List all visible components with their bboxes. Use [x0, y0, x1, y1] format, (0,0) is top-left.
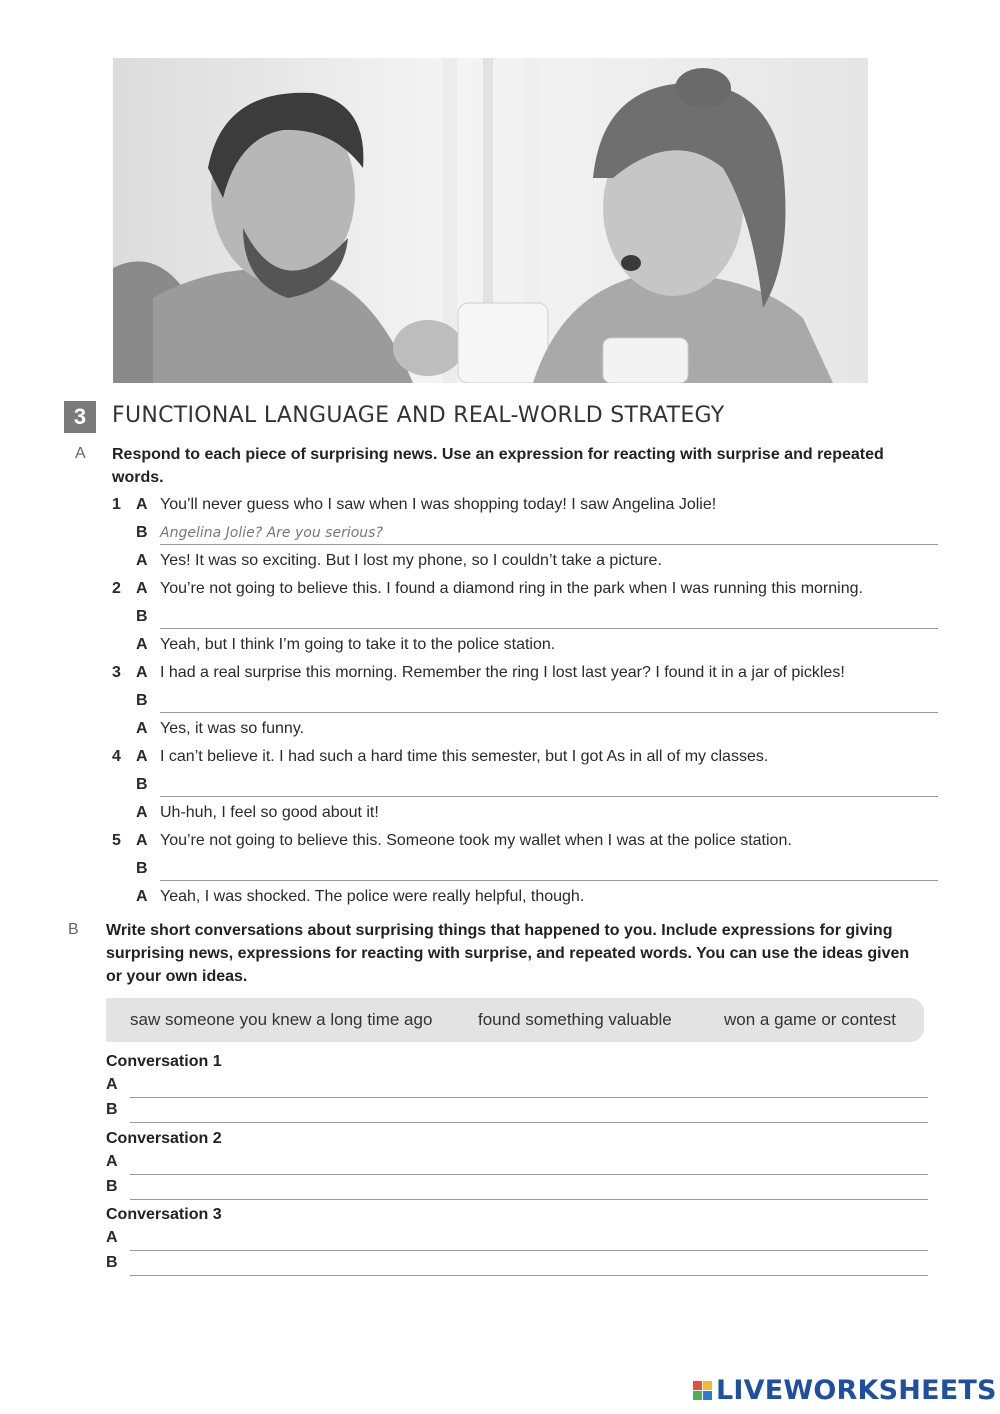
item-number: 4: [112, 748, 121, 765]
item-1-answer-field[interactable]: [160, 521, 938, 545]
conversation-2-a-field[interactable]: [106, 1153, 928, 1175]
speaker-a: A: [136, 552, 148, 569]
part-b-letter: B: [68, 921, 79, 938]
ideas-box: [106, 998, 924, 1042]
speaker-b: B: [106, 1254, 118, 1271]
item-number: 3: [112, 664, 121, 681]
conversation-3-b-field[interactable]: [106, 1254, 928, 1276]
speaker-a: A: [136, 804, 148, 821]
idea-3: won a game or contest: [724, 1010, 896, 1029]
item-4-reply: Uh-huh, I feel so good about it!: [160, 804, 379, 821]
item-3-reply: Yes, it was so funny.: [160, 720, 305, 737]
logo-square: [703, 1381, 712, 1390]
item-2-answer-field[interactable]: [160, 605, 938, 629]
write-line: [130, 1174, 928, 1175]
part-a-instruction: Respond to each piece of surprising news. Use an expression for reacting with surprise and repeated words.: [112, 446, 884, 486]
section-title: FUNCTIONAL LANGUAGE AND REAL-WORLD STRATEGY: [112, 403, 725, 428]
part-a-letter: A: [75, 445, 86, 462]
write-line: [130, 1097, 928, 1098]
item-1-statement: You’ll never guess who I saw when I was shopping today! I saw Angelina Jolie!: [160, 496, 717, 513]
item-3-answer-field[interactable]: [160, 689, 938, 713]
speaker-a: A: [136, 664, 148, 681]
speaker-b: B: [106, 1101, 118, 1118]
item-1-example-answer: Angelina Jolie? Are you serious?: [160, 525, 383, 541]
speaker-a: A: [106, 1076, 118, 1093]
speaker-a: A: [136, 720, 148, 737]
item-4-statement: I can’t believe it. I had such a hard time this semester, but I got As in all of my classes.: [160, 748, 769, 765]
idea-2: found something valuable: [478, 1010, 672, 1029]
item-4-answer-field[interactable]: [160, 773, 938, 797]
speaker-a: A: [136, 636, 148, 653]
speaker-a: A: [136, 888, 148, 905]
logo-square: [693, 1391, 702, 1400]
liveworksheets-logo-icon: [693, 1381, 712, 1400]
speaker-b: B: [136, 692, 148, 709]
logo-text: LIVEWORKSHEETS: [716, 1374, 997, 1406]
conversation-2-b-field[interactable]: [106, 1178, 928, 1200]
idea-1: saw someone you knew a long time ago: [130, 1010, 433, 1029]
conversation-3-title: Conversation 3: [106, 1206, 222, 1223]
speaker-b: B: [136, 608, 148, 625]
speaker-b: B: [106, 1178, 118, 1195]
speaker-a: A: [136, 496, 148, 513]
item-number: 1: [112, 496, 121, 513]
section-number: 3: [64, 401, 96, 433]
write-line: [130, 1199, 928, 1200]
item-5-statement: You’re not going to believe this. Someone took my wallet when I was at the police station.: [160, 832, 792, 849]
conversation-2-title: Conversation 2: [106, 1130, 222, 1147]
speaker-b: B: [136, 524, 148, 541]
speaker-a: A: [106, 1229, 118, 1246]
write-line: [130, 1250, 928, 1251]
speaker-a: A: [136, 832, 148, 849]
item-5-answer-field[interactable]: [160, 857, 938, 881]
speaker-b: B: [136, 860, 148, 877]
photo-two-people-surprised: [113, 58, 868, 383]
speaker-b: B: [136, 776, 148, 793]
speaker-a: A: [136, 580, 148, 597]
item-2-reply: Yeah, but I think I’m going to take it to the police station.: [160, 636, 556, 653]
item-3-statement: I had a real surprise this morning. Remember the ring I lost last year? I found it in a jar of pickles!: [160, 664, 845, 681]
conversation-1-b-field[interactable]: [106, 1101, 928, 1123]
part-b-instruction: Write short conversations about surprising things that happened to you. Include expressions for giving surprising news, expressions for reacting with surprise, and repeated words. You can use the ideas given or your own ideas.: [106, 922, 910, 985]
conversation-1-title: Conversation 1: [106, 1053, 222, 1070]
conversation-1-a-field[interactable]: [106, 1076, 928, 1098]
write-line: [130, 1275, 928, 1276]
logo-square: [693, 1381, 702, 1390]
item-number: 5: [112, 832, 121, 849]
speaker-a: A: [106, 1153, 118, 1170]
item-2-statement: You’re not going to believe this. I found a diamond ring in the park when I was running this morning.: [160, 580, 863, 597]
photo-illustration: [113, 58, 868, 383]
item-number: 2: [112, 580, 121, 597]
speaker-a: A: [136, 748, 148, 765]
logo-square: [703, 1391, 712, 1400]
item-5-reply: Yeah, I was shocked. The police were really helpful, though.: [160, 888, 585, 905]
write-line: [130, 1122, 928, 1123]
item-1-reply: Yes! It was so exciting. But I lost my phone, so I couldn’t take a picture.: [160, 552, 662, 569]
liveworksheets-logo[interactable]: [693, 1374, 997, 1406]
conversation-3-a-field[interactable]: [106, 1229, 928, 1251]
